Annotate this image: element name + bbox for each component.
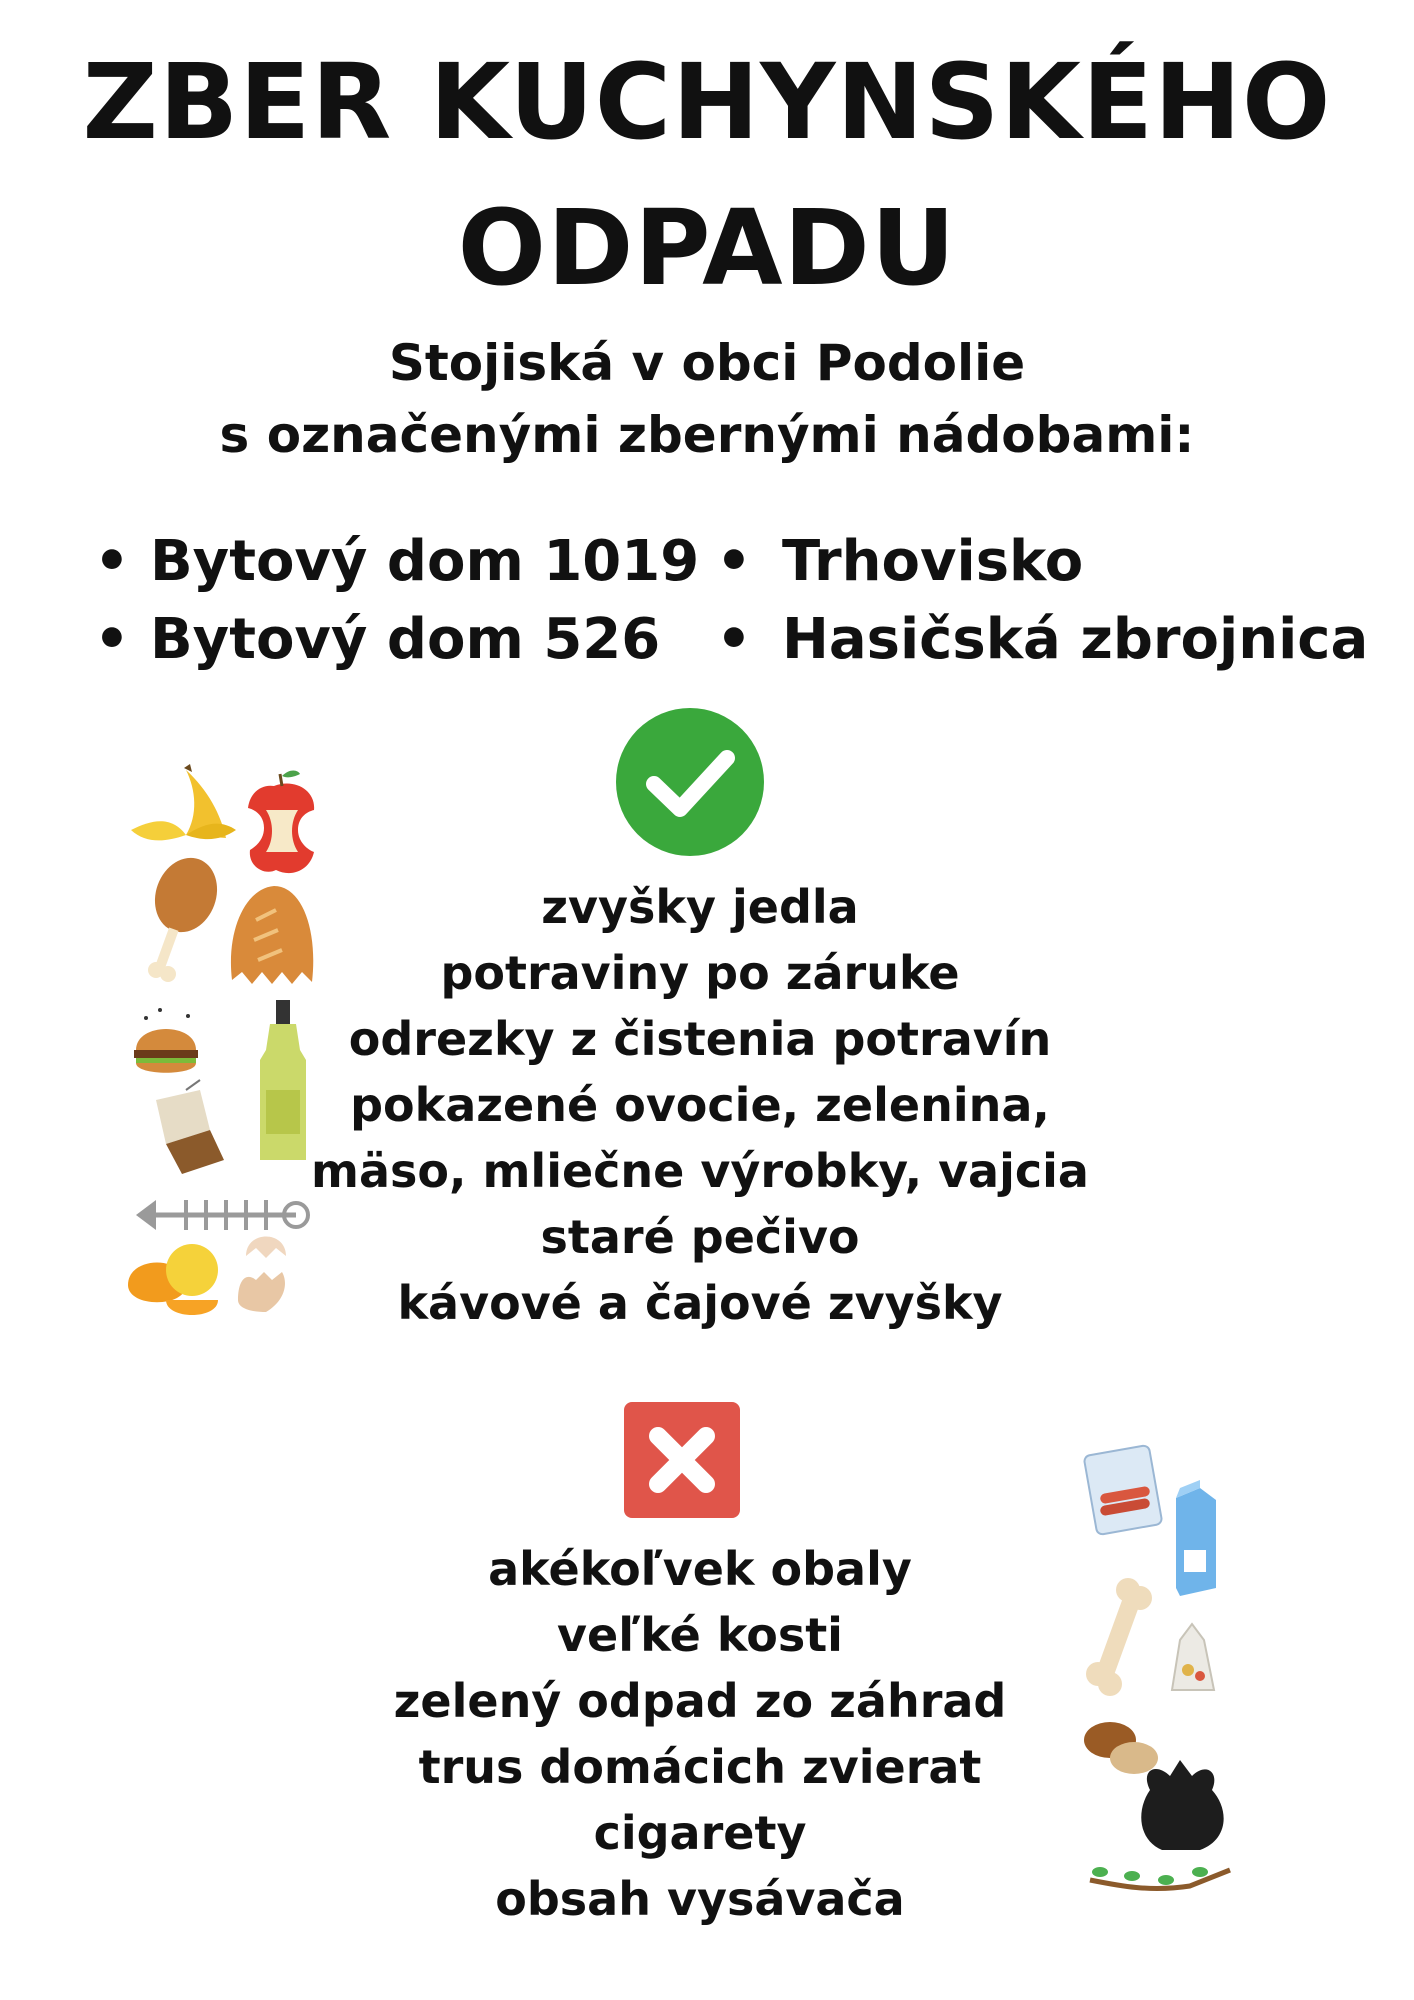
- orange-icon: [128, 1244, 218, 1315]
- location-label: Bytový dom 526: [150, 607, 661, 672]
- forbidden-list: [260, 1536, 1140, 1932]
- tea-bag-icon: [156, 1080, 224, 1174]
- cross-icon: [624, 1402, 740, 1518]
- forbidden-item: obsah vysávača: [495, 1872, 905, 1926]
- non-allowed-illustration: [1080, 1440, 1240, 1910]
- plastic-bag-icon: [1172, 1624, 1214, 1690]
- check-icon: [616, 708, 764, 856]
- bread-icon: [231, 886, 313, 984]
- milk-carton-icon: [1176, 1480, 1216, 1596]
- banana-peel-icon: [131, 764, 236, 840]
- subtitle-line-2: s označenými zbernými nádobami:: [219, 406, 1195, 464]
- bullet: •: [94, 607, 130, 672]
- location-item: [716, 607, 1369, 672]
- burger-icon: [134, 1008, 198, 1073]
- sausage-package-icon: [1084, 1445, 1163, 1535]
- location-label: Bytový dom 1019: [150, 529, 700, 594]
- allowed-item: kávové a čajové zvyšky: [397, 1276, 1003, 1330]
- page-title-line-2: ODPADU: [457, 187, 957, 309]
- allowed-item: pokazené ovocie, zelenina,: [350, 1078, 1050, 1132]
- location-item: [94, 607, 661, 672]
- apple-core-icon: [248, 771, 314, 874]
- trash-bag-icon: [1141, 1760, 1223, 1850]
- page-title-line-1: ZBER KUCHYNSKÉHO: [82, 41, 1332, 163]
- oil-bottle-icon: [260, 1000, 306, 1160]
- allowed-item: zvyšky jedla: [541, 880, 859, 934]
- chicken-leg-icon: [145, 849, 227, 982]
- bone-icon: [1086, 1578, 1152, 1696]
- forbidden-item: trus domácich zvierat: [418, 1740, 982, 1794]
- subtitle-line-1: Stojiská v obci Podolie: [388, 334, 1026, 392]
- location-item: [94, 529, 700, 594]
- location-label: Hasičská zbrojnica: [782, 607, 1369, 672]
- location-item: [716, 529, 1084, 594]
- forbidden-item: veľké kosti: [557, 1608, 843, 1662]
- bullet: •: [94, 529, 130, 594]
- food-waste-illustration: [126, 760, 326, 1340]
- eggshell-icon: [238, 1237, 286, 1313]
- nuts-icon: [1084, 1722, 1158, 1774]
- forbidden-item: akékoľvek obaly: [488, 1542, 912, 1596]
- fish-bone-icon: [136, 1200, 308, 1230]
- allowed-item: potraviny po záruke: [440, 946, 960, 1000]
- location-label: Trhovisko: [782, 529, 1084, 594]
- bullet: •: [716, 529, 752, 594]
- branch-icon: [1090, 1867, 1230, 1888]
- allowed-item: staré pečivo: [540, 1210, 860, 1264]
- forbidden-item: zelený odpad zo záhrad: [393, 1674, 1007, 1728]
- allowed-item: odrezky z čistenia potravín: [348, 1012, 1052, 1066]
- bullet: •: [716, 607, 752, 672]
- allowed-list: [260, 874, 1140, 1336]
- allowed-item: mäso, mliečne výrobky, vajcia: [311, 1144, 1089, 1198]
- forbidden-item: cigarety: [593, 1806, 807, 1860]
